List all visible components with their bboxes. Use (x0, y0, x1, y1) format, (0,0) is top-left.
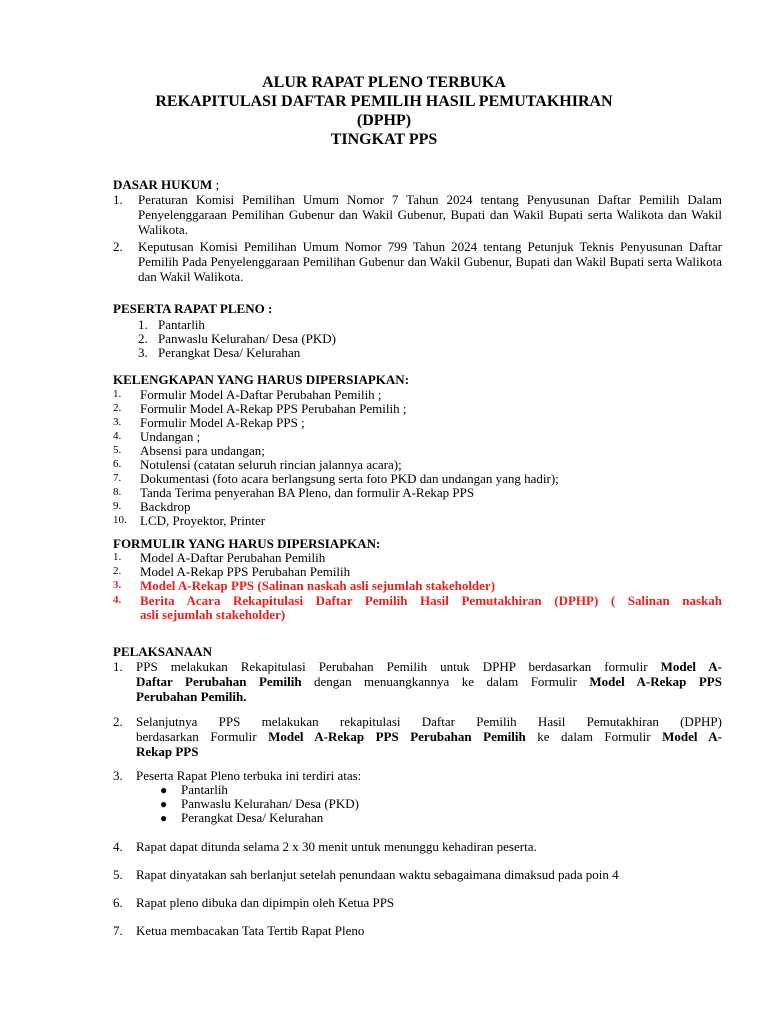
peserta-num-1: 1. (138, 317, 148, 332)
peserta-num-2: 2. (138, 331, 148, 346)
pelaksanaan-item-1-line3: Perubahan Pemilih. (136, 689, 247, 704)
kelengkapan-item-2: Formulir Model A-Rekap PPS Perubahan Pemilih ; (140, 401, 407, 416)
dasar-hukum-item-1: Peraturan Komisi Pemilihan Umum Nomor 7 Tahun 2024 tentang Penyusunan Daftar Pemilih Dalam Penyelenggaraan Pemilihan Gubenur dan Wakil Gubenur, Bupati dan Wakil Bupati serta Walikota dan Wakil Walikota. (138, 192, 722, 237)
pelaksanaan-num-6: 6. (113, 895, 123, 910)
doc-title-line4: TINGKAT PPS (330, 131, 438, 148)
doc-title-line3: (DPHP) (356, 112, 412, 129)
kelengkapan-item-10: LCD, Proyektor, Printer (140, 513, 266, 528)
pelaksanaan-item-3-bullet-3: Perangkat Desa/ Kelurahan (181, 810, 324, 825)
kelengkapan-item-1: Formulir Model A-Daftar Perubahan Pemilih ; (140, 387, 382, 402)
kelengkapan-num-2: 2. (113, 402, 122, 414)
pelaksanaan-item-2-line3: Rekap PPS (136, 744, 199, 759)
pelaksanaan-num-3: 3. (113, 768, 123, 783)
formulir-item-4-line1: Berita Acara Rekapitulasi Daftar Pemilih Hasil Pemutakhiran (DPHP) ( Salinan naskah (140, 593, 722, 608)
dasar-hukum-num-1: 1. (113, 192, 123, 207)
formulir-num-4: 4. (113, 594, 122, 606)
kelengkapan-item-3: Formulir Model A-Rekap PPS ; (140, 415, 305, 430)
kelengkapan-item-5: Absensi para undangan; (140, 443, 265, 458)
formulir-num-1: 1. (113, 551, 122, 563)
kelengkapan-num-6: 6. (113, 458, 122, 470)
pelaksanaan-item-6: Rapat pleno dibuka dan dipimpin oleh Ketua PPS (136, 895, 395, 910)
pelaksanaan-item-5: Rapat dinyatakan sah berlanjut setelah penundaan waktu sebagaimana dimaksud pada poin 4 (136, 867, 619, 882)
dasar-hukum-heading: DASAR HUKUM ; (113, 177, 220, 192)
kelengkapan-num-5: 5. (113, 444, 122, 456)
kelengkapan-num-9: 9. (113, 500, 122, 512)
peserta-item-1: Pantarlih (158, 317, 205, 332)
peserta-item-2: Panwaslu Kelurahan/ Desa (PKD) (158, 331, 336, 346)
pelaksanaan-item-4: Rapat dapat ditunda selama 2 x 30 menit untuk menunggu kehadiran peserta. (136, 839, 537, 854)
bullet-icon: ● (160, 783, 168, 797)
kelengkapan-num-4: 4. (113, 430, 122, 442)
pelaksanaan-num-5: 5. (113, 867, 123, 882)
kelengkapan-num-10: 10. (113, 514, 127, 526)
pelaksanaan-item-3-bullet-1: Pantarlih (181, 782, 228, 797)
kelengkapan-item-8: Tanda Terima penyerahan BA Pleno, dan formulir A-Rekap PPS (140, 485, 475, 500)
pelaksanaan-heading: PELAKSANAAN (113, 644, 212, 659)
kelengkapan-item-9: Backdrop (140, 499, 191, 514)
kelengkapan-item-4: Undangan ; (140, 429, 201, 444)
formulir-num-2: 2. (113, 565, 122, 577)
pelaksanaan-item-3: Peserta Rapat Pleno terbuka ini terdiri atas: (136, 768, 362, 783)
bullet-icon: ● (160, 797, 168, 811)
dasar-hukum-num-2: 2. (113, 239, 123, 254)
kelengkapan-item-7: Dokumentasi (foto acara berlangsung serta foto PKD dan undangan yang hadir); (140, 471, 559, 486)
doc-title-line2: REKAPITULASI DAFTAR PEMILIH HASIL PEMUTAKHIRAN (155, 93, 613, 110)
pelaksanaan-num-4: 4. (113, 839, 123, 854)
formulir-num-3: 3. (113, 579, 122, 591)
peserta-heading: PESERTA RAPAT PLENO : (113, 301, 273, 316)
formulir-item-4-line2: asli sejumlah stakeholder) (140, 607, 286, 622)
peserta-num-3: 3. (138, 345, 148, 360)
kelengkapan-num-1: 1. (113, 388, 122, 400)
pelaksanaan-num-7: 7. (113, 923, 123, 938)
pelaksanaan-num-2: 2. (113, 714, 123, 729)
bullet-icon: ● (160, 811, 168, 825)
dasar-hukum-item-2: Keputusan Komisi Pemilihan Umum Nomor 799 Tahun 2024 tentang Petunjuk Teknis Penyusunan Daftar Pemilih Pada Penyelenggaraan Pemilihan Gubenur dan Wakil Gubenur, Bupati dan Wakil Bupati serta Walikota dan Wakil Walikota. (138, 239, 722, 284)
pelaksanaan-item-1-line2: Daftar Perubahan Pemilih dengan menuangkannya ke dalam Formulir Model A-Rekap PPS (136, 674, 722, 689)
kelengkapan-num-7: 7. (113, 472, 122, 484)
pelaksanaan-item-2-line2: berdasarkan Formulir Model A-Rekap PPS Perubahan Pemilih ke dalam Formulir Model A- (136, 729, 722, 744)
pelaksanaan-item-3-bullet-2: Panwaslu Kelurahan/ Desa (PKD) (181, 796, 359, 811)
doc-title-line1: ALUR RAPAT PLENO TERBUKA (262, 74, 506, 91)
formulir-item-3: Model A-Rekap PPS (Salinan naskah asli sejumlah stakeholder) (140, 578, 496, 593)
kelengkapan-heading: KELENGKAPAN YANG HARUS DIPERSIAPKAN: (113, 372, 410, 387)
pelaksanaan-num-1: 1. (113, 659, 123, 674)
pelaksanaan-item-2-line1: Selanjutnya PPS melakukan rekapitulasi Daftar Pemilih Hasil Pemutakhiran (DPHP) (136, 714, 722, 729)
peserta-item-3: Perangkat Desa/ Kelurahan (158, 345, 301, 360)
formulir-item-2: Model A-Rekap PPS Perubahan Pemilih (140, 564, 351, 579)
kelengkapan-item-6: Notulensi (catatan seluruh rincian jalannya acara); (140, 457, 402, 472)
pelaksanaan-item-7: Ketua membacakan Tata Tertib Rapat Pleno (136, 923, 365, 938)
formulir-item-1: Model A-Daftar Perubahan Pemilih (140, 550, 326, 565)
kelengkapan-num-3: 3. (113, 416, 122, 428)
formulir-heading: FORMULIR YANG HARUS DIPERSIAPKAN: (113, 536, 381, 551)
pelaksanaan-item-1-line1: PPS melakukan Rekapitulasi Perubahan Pemilih untuk DPHP berdasarkan formulir Model A- (136, 659, 723, 674)
kelengkapan-num-8: 8. (113, 486, 122, 498)
